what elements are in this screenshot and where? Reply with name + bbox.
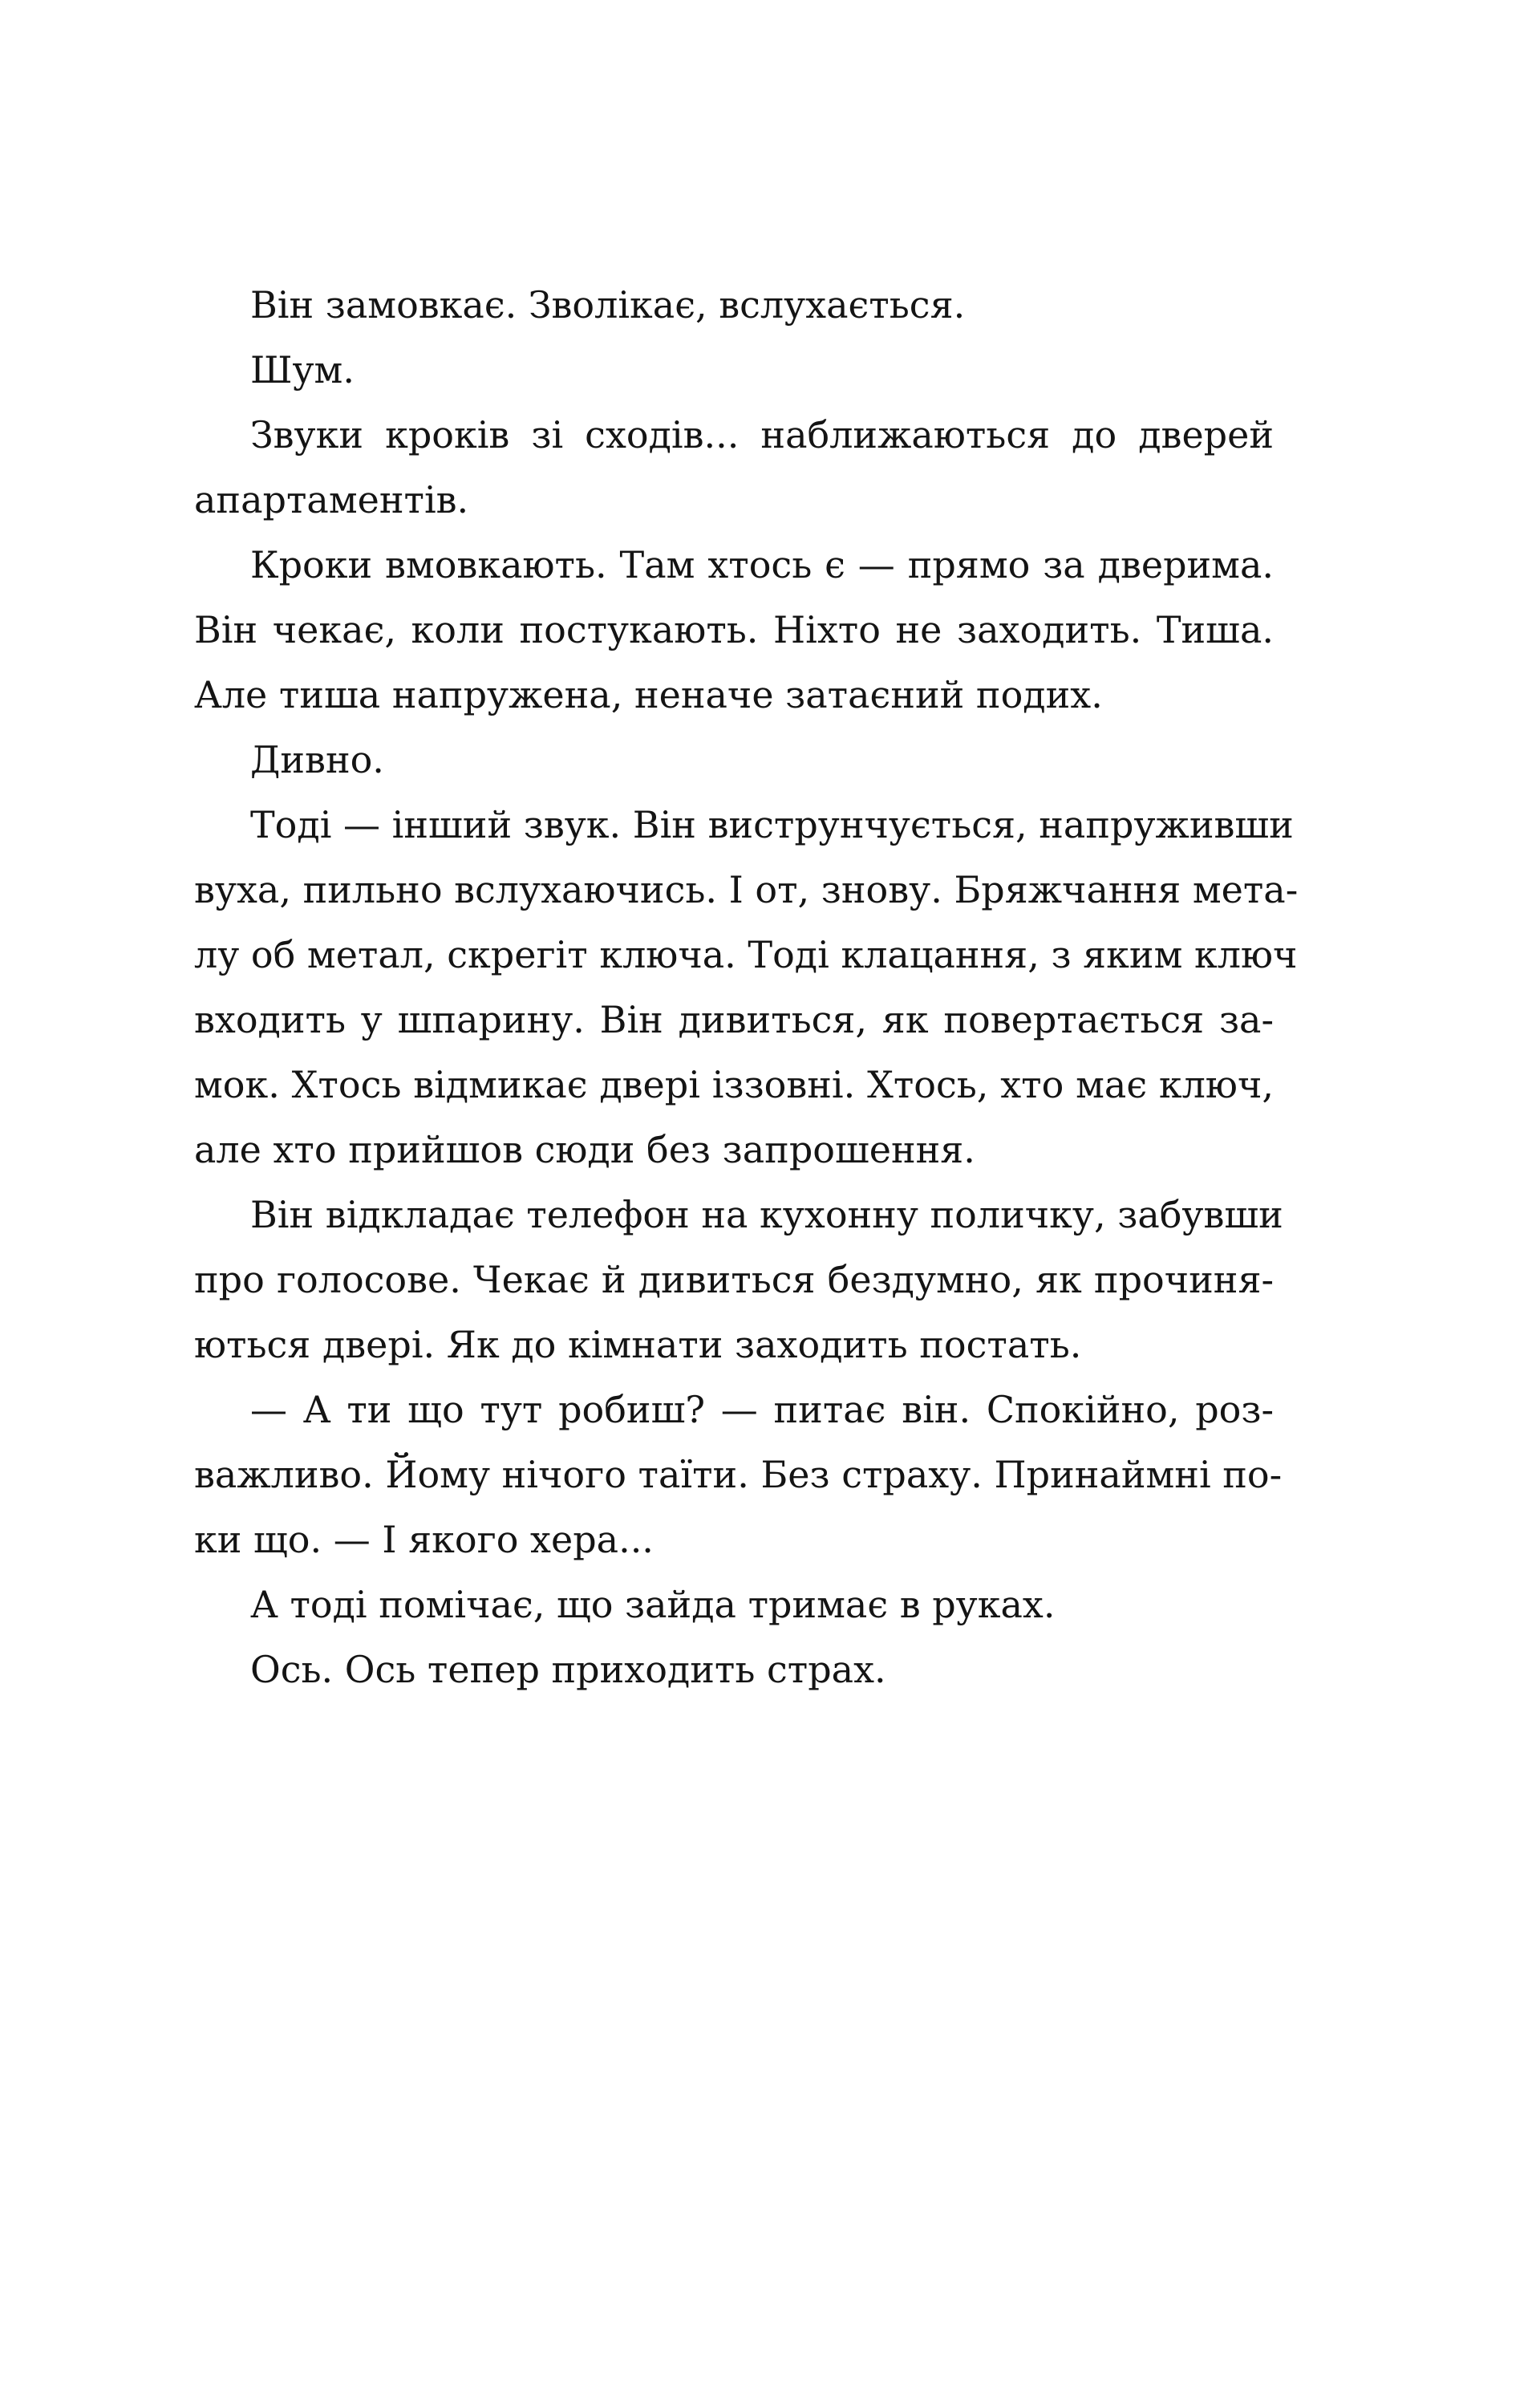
text-line: важливо. Йому нічого таїти. Без страху. Принаймні по- [194,1453,1283,1496]
text-line: Дивно. [250,738,384,781]
text-line: про голосове. Чекає й дивиться бездумно, як прочиня- [194,1258,1274,1301]
page-body-text [194,273,1299,1702]
text-line: але хто прийшов сюди без запрошення. [194,1128,975,1171]
text-line: вуха, пильно вслухаючись. І от, знову. Бряжчання мета- [194,868,1299,911]
text-line: Тоді — інший звук. Він виструнчується, напруживши [250,803,1294,846]
text-line: входить у шпарину. Він дивиться, як повертається за- [194,998,1274,1041]
text-line: апартаментів. [194,478,469,521]
text-line: Ось. Ось тепер приходить страх. [250,1648,886,1691]
text-line: Шум. [250,348,355,392]
text-line: Він відкладає телефон на кухонну поличку, забувши [250,1193,1283,1236]
text-line: Він чекає, коли постукають. Ніхто не заходить. Тиша. [194,608,1274,651]
text-line: Але тиша напружена, неначе затаєний подих. [194,673,1103,716]
text-line: лу об метал, скрегіт ключа. Тоді клацання, з яким ключ [194,933,1298,976]
text-line: А тоді помічає, що зайда тримає в руках. [250,1583,1056,1626]
text-line: Кроки вмовкають. Там хтось є — прямо за дверима. [250,543,1274,586]
text-line: ються двері. Як до кімнати заходить постать. [194,1323,1082,1366]
text-line: — А ти що тут робиш? — питає він. Спокійно, роз- [250,1388,1274,1431]
text-line: мок. Хтось відмикає двері іззовні. Хтось, хто має ключ, [194,1063,1274,1106]
text-line: Звуки кроків зі сходів... наближаються до дверей [250,413,1274,456]
text-line: Він замовкає. Зволікає, вслухається. [250,283,966,327]
text-line: ки що. — І якого хера... [194,1518,654,1561]
